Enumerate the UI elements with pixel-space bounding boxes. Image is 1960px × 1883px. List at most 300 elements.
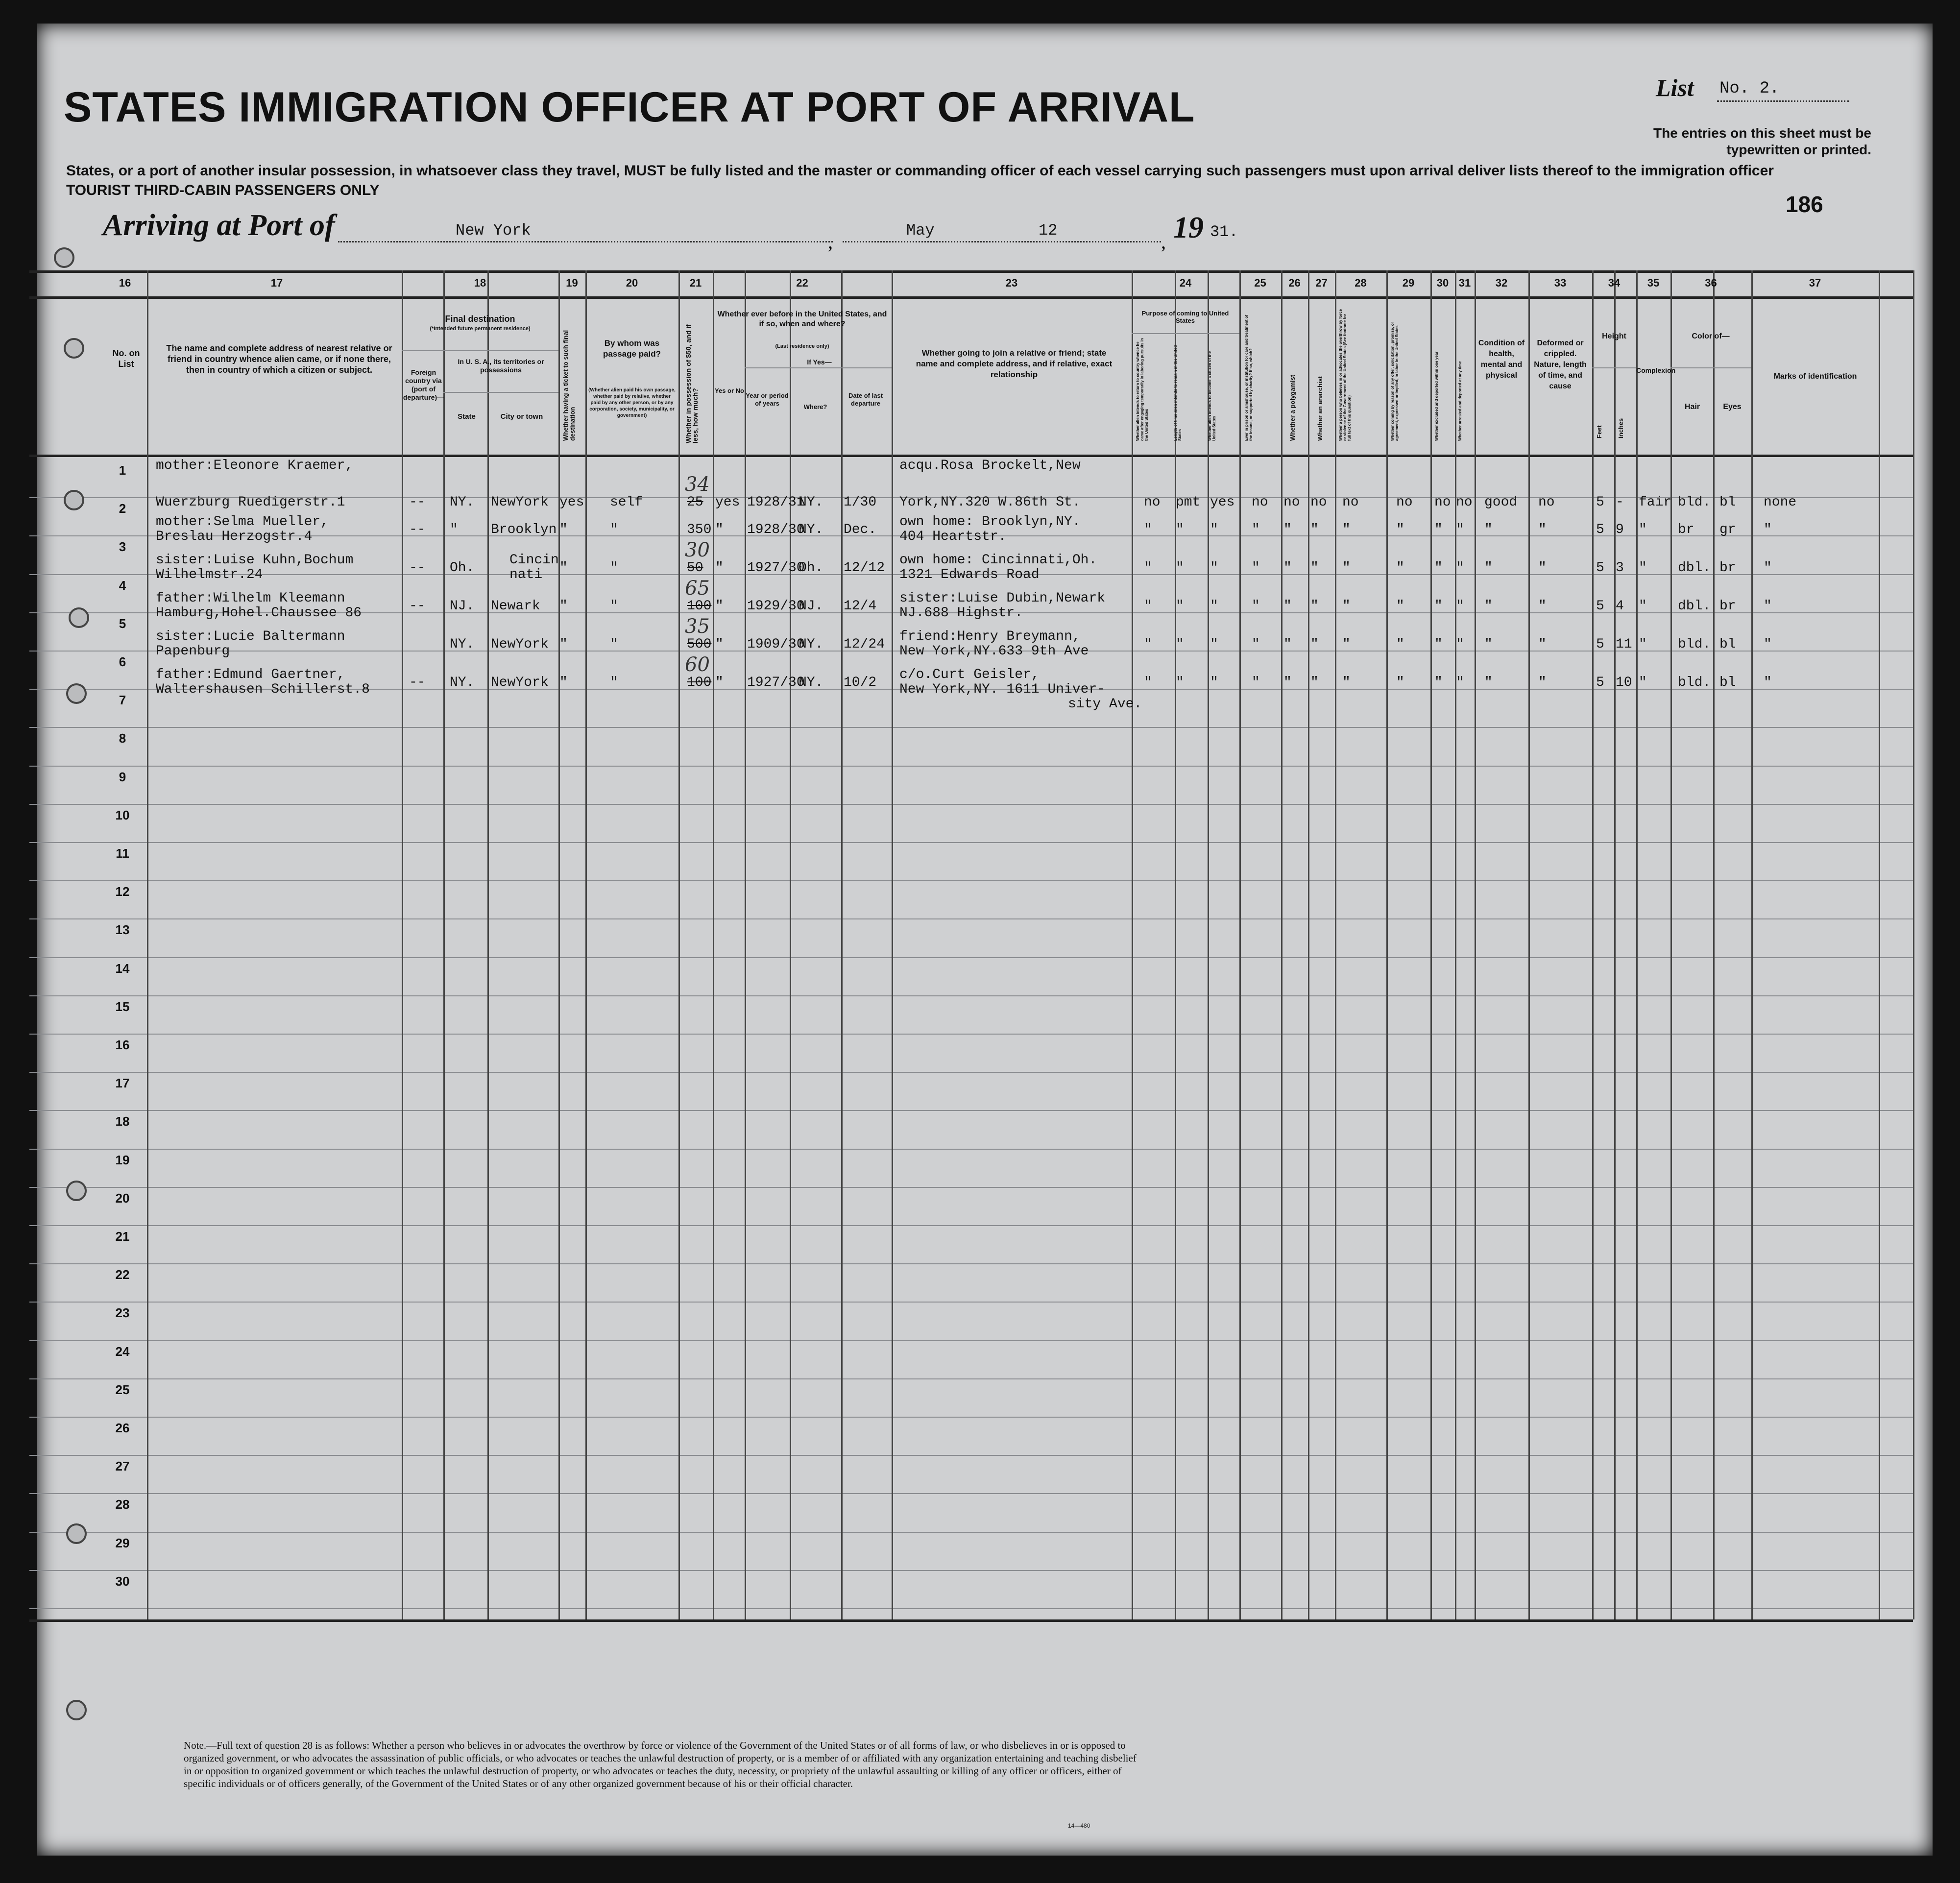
usa-sub-rule — [443, 392, 558, 393]
row-rule — [29, 1532, 1913, 1533]
anarchist: " — [1310, 560, 1319, 576]
row-rule — [29, 1378, 1913, 1379]
colnum-27: 27 — [1315, 277, 1328, 289]
row-number: 10 — [115, 807, 130, 822]
height-inches: 3 — [1616, 560, 1624, 576]
last-departure: 1/30 — [844, 495, 877, 510]
ever-before: " — [715, 522, 724, 537]
header-ever-before: Whether ever before in the United States, and if so, when and where? — [717, 310, 887, 328]
last-departure: 12/4 — [844, 599, 877, 614]
header-passage-paid: By whom was passage paid? — [603, 338, 661, 359]
row-number: 15 — [115, 999, 130, 1014]
colnum-30: 30 — [1436, 277, 1449, 289]
column-rule — [1879, 270, 1880, 1619]
punch-hole — [66, 1700, 87, 1720]
money: 350 — [687, 522, 712, 537]
years-in-us: 1927/30 — [747, 675, 805, 690]
year-suffix: 31. — [1210, 223, 1238, 241]
colnum-34: 34 — [1608, 277, 1621, 289]
prison: " — [1252, 560, 1260, 576]
column-rule — [1335, 270, 1336, 1619]
colnum-37: 37 — [1809, 277, 1821, 289]
row-number: 25 — [115, 1382, 130, 1397]
colnum-23: 23 — [1005, 277, 1018, 289]
excluded: " — [1434, 522, 1443, 537]
identification-marks: " — [1764, 675, 1772, 690]
header-relative: The name and complete address of nearest relative or friend in country whence alien came, or if none there, then in country of which a citizen or subject. — [166, 343, 392, 375]
arrested: no — [1456, 495, 1473, 510]
joining-line-1: own home: Cincinnati,Oh. — [899, 553, 1097, 568]
arrested: " — [1456, 637, 1464, 652]
foreign-port: -- — [409, 522, 426, 537]
column-rule — [558, 270, 560, 1619]
dest-state: Oh. — [450, 560, 475, 576]
column-rule — [1239, 270, 1241, 1619]
hair-color: br — [1678, 522, 1694, 537]
where-in-us: NY. — [799, 637, 823, 652]
port-line — [338, 241, 833, 242]
dest-city: Cincin — [509, 553, 559, 568]
relative-name: father:Edmund Gaertner, — [156, 667, 345, 682]
joining-line-1: friend:Henry Breymann, — [899, 629, 1081, 644]
relative-name: mother:Selma Mueller, — [156, 514, 329, 530]
prison: " — [1252, 675, 1260, 690]
money-handwritten: 35 — [685, 615, 710, 638]
column-rule — [1592, 270, 1594, 1619]
polygamist: no — [1283, 495, 1300, 510]
polygamist: " — [1283, 599, 1292, 614]
polygamist: " — [1283, 522, 1292, 537]
labor-offer: " — [1396, 522, 1404, 537]
ticket: " — [559, 599, 568, 614]
column-rule — [443, 270, 445, 1619]
years-in-us: 1927/30 — [747, 560, 805, 576]
height-feet: 5 — [1596, 675, 1604, 690]
ever-before: " — [715, 675, 724, 690]
years-in-us: 1928/31 — [747, 495, 805, 510]
complexion: " — [1639, 599, 1647, 614]
intends-citizen: " — [1210, 522, 1218, 537]
relative-name: father:Wilhelm Kleemann — [156, 591, 345, 606]
foreign-port: -- — [409, 495, 426, 510]
row-number: 20 — [115, 1190, 130, 1206]
height-sub-rule — [1592, 367, 1636, 368]
relative-address: Wuerzburg Ruedigerstr.1 — [156, 495, 345, 510]
row-number: 26 — [115, 1421, 130, 1435]
deformed: " — [1538, 675, 1547, 690]
deformed: " — [1538, 522, 1547, 537]
row-number: 3 — [119, 539, 126, 555]
joining-line-3: sity Ave. — [1068, 697, 1142, 712]
row-rule — [29, 1072, 1913, 1073]
header-state: State — [458, 412, 476, 421]
colnum-29: 29 — [1402, 277, 1415, 289]
header-yes-no: Yes or No — [715, 387, 744, 394]
anarchist: " — [1310, 675, 1319, 690]
row-rule — [29, 1225, 1913, 1226]
joining-line-2: 404 Heartstr. — [899, 529, 1007, 544]
anarchist: " — [1310, 637, 1319, 652]
colnum-36: 36 — [1705, 277, 1717, 289]
row-number: 13 — [115, 922, 130, 938]
row-rule — [29, 1034, 1913, 1035]
excluded: " — [1434, 637, 1443, 652]
header-deformed: Deformed or crippled. Nature, length of time, and cause — [1534, 339, 1587, 390]
column-rule — [1308, 270, 1309, 1619]
typewritten-note: The entries on this sheet must be typewritten or printed. — [1653, 125, 1871, 157]
dest-city: NewYork — [491, 675, 549, 690]
money: 100 — [687, 599, 712, 614]
joining-line-2: NJ.688 Highstr. — [899, 605, 1023, 621]
header-prison: Ever in prison or almshouse, or institution for care and treatment of the insane, or supported by charity? If so, which? — [1244, 314, 1253, 441]
header-feet: Feet — [1596, 425, 1603, 438]
dest-state: " — [450, 522, 458, 537]
row-rule — [29, 1570, 1913, 1571]
complexion: " — [1639, 560, 1647, 576]
punch-hole — [66, 1523, 87, 1544]
identification-marks: " — [1764, 599, 1772, 614]
row-number: 16 — [115, 1038, 130, 1052]
joining-line-2: New York,NY. 1611 Univer- — [899, 682, 1106, 697]
anarchist: " — [1310, 522, 1319, 537]
last-departure: 12/12 — [844, 560, 885, 576]
row-number: 5 — [119, 616, 126, 631]
overthrow: " — [1342, 522, 1351, 537]
polygamist: " — [1283, 560, 1292, 576]
column-rule — [841, 270, 843, 1619]
dest-city: Brooklyn — [491, 522, 557, 537]
where-in-us: NY. — [799, 675, 823, 690]
colnum-24: 24 — [1179, 277, 1192, 289]
money-handwritten: 30 — [685, 539, 710, 561]
row-number: 1 — [119, 463, 126, 478]
row-number: 8 — [119, 731, 126, 746]
eye-color: bl — [1719, 637, 1736, 652]
hair-color: bld. — [1678, 495, 1711, 510]
dest-state: NY. — [450, 495, 475, 510]
header-final-destination-sub: (*Intended future permanent residence) — [430, 326, 531, 332]
relative-address: Wilhelmstr.24 — [156, 567, 263, 582]
column-rule — [713, 270, 714, 1619]
height-feet: 5 — [1596, 495, 1604, 510]
relative-address: Papenburg — [156, 644, 230, 659]
list-number-line — [1717, 100, 1849, 102]
colnum-20: 20 — [626, 277, 638, 289]
dest-city: Newark — [491, 599, 540, 614]
ever-before: " — [715, 560, 724, 576]
arriving-label: Arriving at Port of — [103, 209, 335, 242]
row-number: 6 — [119, 654, 126, 669]
column-rule — [585, 270, 587, 1619]
health: good — [1484, 495, 1518, 510]
colnum-17: 17 — [270, 277, 283, 289]
anarchist: no — [1310, 495, 1327, 510]
dest-state: NJ. — [450, 599, 475, 614]
row-rule — [29, 995, 1913, 996]
intends-citizen: " — [1210, 599, 1218, 614]
height-inches: 9 — [1616, 522, 1624, 537]
joining-line-1: own home: Brooklyn,NY. — [899, 514, 1081, 530]
eye-color: gr — [1719, 522, 1736, 537]
ticket: " — [559, 675, 568, 690]
punch-hole — [64, 490, 84, 510]
excluded: " — [1434, 560, 1443, 576]
passage-paid: " — [610, 522, 618, 537]
punch-hole — [64, 338, 84, 359]
header-inches: Inches — [1617, 418, 1624, 438]
header-ticket: Whether having a ticket to such final destination — [562, 330, 576, 441]
intends-citizen: " — [1210, 560, 1218, 576]
prison: no — [1252, 495, 1268, 510]
years-in-us: 1929/30 — [747, 599, 805, 614]
height-feet: 5 — [1596, 522, 1604, 537]
row-rule — [29, 727, 1913, 728]
years-in-us: 1909/30 — [747, 637, 805, 652]
table-top-rule — [29, 270, 1913, 273]
hair-color: bld. — [1678, 675, 1711, 690]
row-number: 17 — [115, 1076, 130, 1091]
column-rule — [678, 270, 680, 1619]
row-number: 21 — [115, 1229, 130, 1244]
day-value: 12 — [1039, 221, 1058, 240]
foreign-port: -- — [409, 560, 426, 576]
overthrow: " — [1342, 599, 1351, 614]
row-rule — [29, 1340, 1913, 1341]
colnum-18: 18 — [474, 277, 486, 289]
prison: " — [1252, 599, 1260, 614]
header-going-to-join: Whether going to join a relative or friend; state name and complete address, and if relative, exact relationship — [916, 348, 1113, 379]
header-overthrow: Whether a person who believes in or advocates the overthrow by force or violence of the Government of the United States (See footnote for full text of this question) — [1338, 309, 1352, 441]
years-in-us: 1928/30 — [747, 522, 805, 537]
intends-return: " — [1144, 637, 1152, 652]
arrested: " — [1456, 599, 1464, 614]
colnum-35: 35 — [1647, 277, 1660, 289]
dest-city-cont: nati — [509, 567, 543, 582]
money-handwritten: 60 — [685, 653, 710, 676]
row-rule — [29, 1493, 1913, 1494]
money-handwritten: 34 — [685, 473, 710, 496]
labor-offer: " — [1396, 560, 1404, 576]
ticket: " — [559, 637, 568, 652]
column-rule — [1713, 270, 1715, 1619]
purpose-sub-rule — [1132, 333, 1239, 334]
header-money: Whether in possession of $50, and if less, how much? — [684, 324, 699, 443]
prison: " — [1252, 522, 1260, 537]
ever-before: " — [715, 637, 724, 652]
where-in-us: NY. — [799, 522, 823, 537]
row-number: 29 — [115, 1535, 130, 1550]
header-final-destination: Final destination — [445, 314, 515, 324]
year-prefix: 19 — [1173, 211, 1204, 244]
joining-line-2: York,NY.320 W.86th St. — [899, 495, 1081, 510]
colnum-32: 32 — [1495, 277, 1508, 289]
passage-paid: self — [610, 495, 643, 510]
ticket: " — [559, 560, 568, 576]
form-number: 14—480 — [1068, 1822, 1090, 1829]
intends-return: " — [1144, 675, 1152, 690]
colnum-25: 25 — [1254, 277, 1266, 289]
health: " — [1484, 637, 1493, 652]
header-in-usa: In U. S. A., its territories or possessions — [458, 358, 544, 374]
hair-color: bld. — [1678, 637, 1711, 652]
labor-offer: " — [1396, 675, 1404, 690]
ever-before: " — [715, 599, 724, 614]
passage-paid: " — [610, 560, 618, 576]
column-rule — [1475, 270, 1476, 1619]
eye-color: bl — [1719, 495, 1736, 510]
row-number: 19 — [115, 1152, 130, 1167]
money: 25 — [687, 495, 703, 510]
column-rule — [1751, 270, 1753, 1619]
arrested: " — [1456, 675, 1464, 690]
excluded: " — [1434, 675, 1443, 690]
row-rule — [29, 766, 1913, 767]
row-rule — [29, 1149, 1913, 1150]
header-foreign-country: Foreign country via (port of departure)— — [403, 368, 444, 401]
header-length: Length of time alien intends to remain in the United States — [1173, 345, 1182, 441]
joining-line-2: 1321 Edwards Road — [899, 567, 1040, 582]
row-number: 18 — [115, 1114, 130, 1129]
row-rule — [29, 957, 1913, 958]
row-number: 23 — [115, 1305, 130, 1321]
relative-name: sister:Luise Kuhn,Bochum — [156, 553, 354, 568]
row-number: 24 — [115, 1344, 130, 1359]
month-value: May — [906, 221, 935, 240]
colnum-26: 26 — [1288, 277, 1301, 289]
ticket: " — [559, 522, 568, 537]
punch-hole — [54, 247, 74, 268]
deformed: no — [1538, 495, 1555, 510]
colnum-16: 16 — [119, 277, 131, 289]
row-rule — [29, 880, 1913, 881]
header-passage-paid-sub: (Whether alien paid his own passage, whether paid by relative, whether paid by any other person, or by any corporation, society, municipality, or government) — [588, 387, 676, 418]
dest-state: NY. — [450, 637, 475, 652]
length-of-stay: " — [1176, 599, 1184, 614]
where-in-us: Oh. — [799, 560, 823, 576]
punch-hole — [66, 1181, 87, 1201]
arrested: " — [1456, 522, 1464, 537]
overthrow: " — [1342, 637, 1351, 652]
length-of-stay: " — [1176, 522, 1184, 537]
column-rule — [1455, 270, 1456, 1619]
money: 100 — [687, 675, 712, 690]
identification-marks: " — [1764, 522, 1772, 537]
header-height: Height — [1602, 332, 1626, 340]
colnum-22: 22 — [796, 277, 808, 289]
column-rule — [790, 270, 791, 1619]
labor-offer: " — [1396, 599, 1404, 614]
intends-return: " — [1144, 522, 1152, 537]
height-feet: 5 — [1596, 637, 1604, 652]
where-in-us: NJ. — [799, 599, 823, 614]
footnote-question-28: Note.—Full text of question 28 is as follows: Whether a person who believes in or advocates the overthrow by force or violence of the Government of the United States or of all forms of law, or who disbelieves in or is opposed to organized government, or who advocates the assassination of public officials, or who advocates or teaches the unlawful destruction of property, or is a member of or affiliated with any organization entertaining and teaching disbelief in or opposition to organized government or which teaches the unlawful destruction of property, or who advocates or teaches the duty, necessity, or propriety of the unlawful assaulting or killing of any officer or officers, either of specific individuals or of officers generally, of the Government of the United States or of any other organized government because of his or their official character. — [184, 1739, 1137, 1789]
polygamist: " — [1283, 675, 1292, 690]
labor-offer: " — [1396, 637, 1404, 652]
sheet-number: 186 — [1786, 192, 1823, 217]
header-color-of: Color of— — [1692, 332, 1730, 340]
port-value: New York — [456, 221, 531, 240]
colnum-28: 28 — [1355, 277, 1367, 289]
row-rule — [29, 1608, 1913, 1609]
instructions-text: States, or a port of another insular possession, in whatsoever class they travel, MUST be fully listed and the master or commanding officer of each vessel carrying such passengers must upon arrival deliver lists thereof to the immigration officer — [66, 163, 1774, 179]
header-polygamist: Whether a polygamist — [1289, 374, 1296, 441]
row-rule — [29, 1302, 1913, 1303]
eye-color: br — [1719, 560, 1736, 576]
length-of-stay: " — [1176, 637, 1184, 652]
height-inches: 4 — [1616, 599, 1624, 614]
joining-line-1: c/o.Curt Geisler, — [899, 667, 1040, 682]
foreign-port: -- — [409, 675, 426, 690]
header-purpose: Purpose of coming to United States — [1141, 310, 1229, 324]
row-number: 2 — [119, 501, 126, 516]
header-marks: Marks of identification — [1773, 372, 1857, 381]
color-sub-rule — [1670, 367, 1751, 368]
height-feet: 5 — [1596, 560, 1604, 576]
ever-before: yes — [715, 495, 740, 510]
last-departure: 12/24 — [844, 637, 885, 652]
row-number: 4 — [119, 578, 126, 593]
column-rule — [402, 270, 403, 1619]
column-rule — [1208, 270, 1209, 1619]
column-rule — [1386, 270, 1388, 1619]
money: 500 — [687, 637, 712, 652]
row-number: 22 — [115, 1267, 130, 1282]
header-ever-before-sub: (Last residence only) — [775, 343, 829, 349]
arrested: " — [1456, 560, 1464, 576]
last-departure: 10/2 — [844, 675, 877, 690]
eye-color: br — [1719, 599, 1736, 614]
health: " — [1484, 522, 1493, 537]
header-bottom-rule — [29, 455, 1913, 457]
prison: " — [1252, 637, 1260, 652]
column-rule — [147, 270, 148, 1619]
row-rule — [29, 842, 1913, 843]
relative-address: Waltershausen Schillerst.8 — [156, 682, 370, 697]
height-inches: 11 — [1616, 637, 1632, 652]
row-number: 11 — [116, 846, 129, 861]
row-rule — [29, 1110, 1913, 1111]
identification-marks: " — [1764, 560, 1772, 576]
column-rule — [1132, 270, 1133, 1619]
money: 50 — [687, 560, 703, 576]
date-line — [843, 241, 1161, 242]
column-rule — [1281, 270, 1282, 1619]
header-excluded: Whether excluded and deported within one year — [1434, 351, 1439, 441]
list-number: No. 2. — [1719, 79, 1780, 98]
row-rule — [29, 918, 1913, 919]
header-hair: Hair — [1684, 403, 1700, 411]
money-handwritten: 65 — [685, 577, 710, 600]
dest-state: NY. — [450, 675, 475, 690]
column-rule — [1913, 270, 1914, 1619]
column-rule — [487, 270, 489, 1619]
row-number: 7 — [119, 693, 126, 708]
row-number: 28 — [115, 1497, 130, 1512]
complexion: " — [1639, 637, 1647, 652]
complexion: " — [1639, 522, 1647, 537]
relative-address: Breslau Herzogstr.4 — [156, 529, 313, 544]
colnum-21: 21 — [689, 277, 702, 289]
header-city: City or town — [500, 412, 543, 421]
header-if-yes: If Yes— — [807, 358, 832, 366]
foreign-port: -- — [409, 599, 426, 614]
intends-return: " — [1144, 560, 1152, 576]
column-rule — [892, 270, 893, 1619]
column-rule — [1614, 270, 1616, 1619]
dest-sub-rule — [402, 350, 558, 351]
overthrow: " — [1342, 675, 1351, 690]
relative-name: mother:Eleonore Kraemer, — [156, 458, 354, 473]
